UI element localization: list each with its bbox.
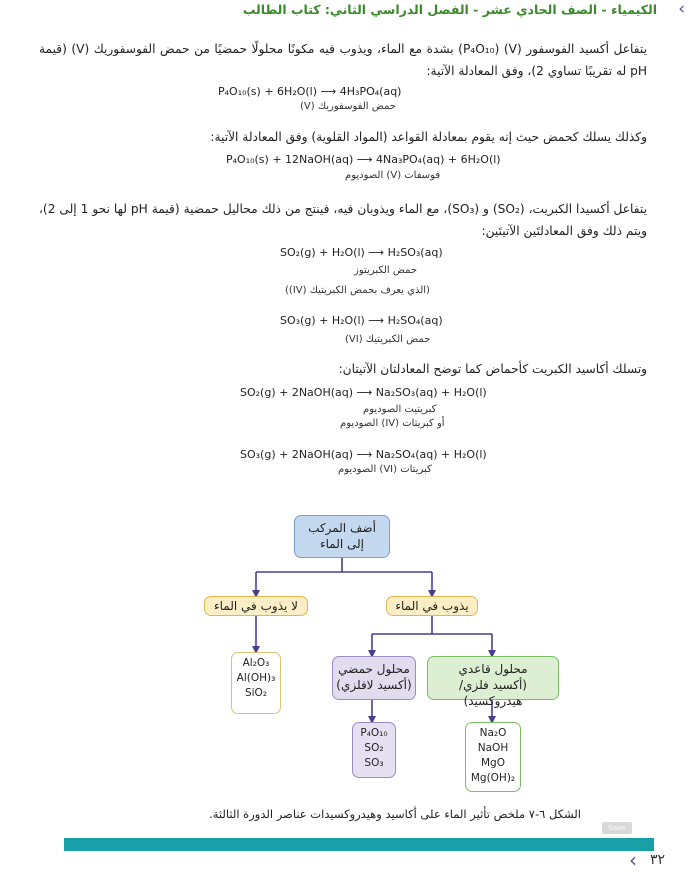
basic-solution-box: [427, 656, 559, 708]
acidic-line-1: محلول حمضي: [338, 662, 410, 676]
basic-compounds-box: [465, 722, 521, 792]
equation-6: SO₃(g) + 2NaOH(aq) ⟶ Na₂SO₄(aq) + H₂O(l): [240, 448, 487, 461]
compound-so2: SO₂: [364, 742, 384, 754]
compound-aloh3: Al(OH)₃: [236, 672, 276, 684]
add-to-water-box: [294, 515, 390, 558]
compound-p4o10: P₄O₁₀: [360, 727, 388, 739]
footer-bar: [64, 838, 654, 851]
add-to-water-line-2: إلى الماء: [319, 537, 365, 551]
compound-naoh: NaOH: [477, 742, 509, 754]
compound-mgoh2: Mg(OH)₂: [470, 772, 516, 784]
compound-al2o3: Al₂O₃: [242, 657, 270, 669]
page-number: ٣٢: [649, 852, 665, 868]
soluble-box: [386, 596, 478, 616]
acidic-compounds-box: [352, 722, 396, 778]
equation-5-label-1: كبريتيت الصوديوم: [363, 404, 437, 415]
insoluble-label: لا يذوب في الماء: [214, 599, 298, 613]
paragraph-acid-behaviour: وكذلك يسلك كحمض حيث إنه يقوم بمعادلة القواعد (المواد القلوية) وفق المعادلة الآتية:: [210, 130, 647, 144]
insoluble-box: [204, 596, 308, 616]
equation-1: P₄O₁₀(s) + 6H₂O(l) ⟶ 4H₃PO₄(aq): [218, 85, 402, 98]
basic-line-2: (أكسيد فلزي/ هيدروكسيد): [459, 678, 527, 708]
equation-2-label: فوسفات (V) الصوديوم: [345, 170, 441, 181]
header-title: الكيمياء - الصف الحادي عشر - الفصل الدراسي الثاني: كتاب الطالب: [242, 2, 657, 17]
equation-4: SO₃(g) + H₂O(l) ⟶ H₂SO₄(aq): [280, 314, 443, 327]
acidic-line-2: (أكسيد لافلزي): [336, 678, 412, 692]
basic-line-1: محلول قاعدي: [458, 662, 528, 676]
figure-caption: الشكل ٦-٧ ملخص تأثير الماء على أكاسيد وهيدروكسيدات عناصر الدورة الثالثة.: [209, 807, 581, 821]
equation-4-label: حمض الكبريتيك (VI): [345, 334, 431, 345]
compound-sio2: SiO₂: [244, 687, 268, 699]
equation-5-label-2: أو كبريتات (IV) الصوديوم: [340, 418, 445, 429]
compound-so3: SO₃: [364, 757, 384, 769]
chevron-left-icon[interactable]: ‹: [678, 0, 685, 19]
equation-3-label-2: (الذي يعرف بحمض الكبريتيك (IV)): [285, 285, 430, 296]
save-button[interactable]: Save: [602, 822, 632, 834]
insoluble-compounds-box: [231, 652, 281, 714]
equation-3: SO₂(g) + H₂O(l) ⟶ H₂SO₃(aq): [280, 246, 443, 259]
equation-6-label: كبريتات (VI) الصوديوم: [338, 464, 432, 475]
equation-2: P₄O₁₀(s) + 12NaOH(aq) ⟶ 4Na₃PO₄(aq) + 6H₂O(l): [226, 153, 501, 166]
acidic-solution-box: [332, 656, 416, 700]
add-to-water-line-1: أضف المركب: [308, 521, 376, 535]
paragraph-phosphorus-oxide: يتفاعل أكسيد الفوسفور (V) (P₄O₁₀) بشدة مع الماء، ويذوب فيه مكونًا محلولًا حمضيًا من حمض الفوسفوريك (V) (قيمة pH له تقريبًا تساوي 2)، وفق المعادلة الآتية:: [39, 42, 647, 78]
equation-1-label: حمض الفوسفوريك (V): [300, 101, 396, 112]
paragraph-sulfur-oxides: يتفاعل أكسيدا الكبريت، (SO₂) و (SO₃)، مع الماء ويذوبان فيه، فينتج من ذلك محاليل حمضية (قيمة pH لها نحو 1 إلى 2)، ويتم ذلك وفق المعادلتَين الآتيتَين:: [39, 202, 647, 238]
soluble-label: يذوب في الماء: [395, 599, 469, 613]
compound-na2o: Na₂O: [479, 727, 507, 739]
paragraph-sulfur-acid-behaviour: وتسلك أكاسيد الكبريت كأحماض كما توضح المعادلتان الآتيتان:: [338, 362, 647, 376]
equation-5: SO₂(g) + 2NaOH(aq) ⟶ Na₂SO₃(aq) + H₂O(l): [240, 386, 487, 399]
compound-mgo: MgO: [481, 757, 505, 769]
chevron-left-icon[interactable]: ‹: [629, 848, 637, 872]
equation-3-label-1: حمض الكبريتوز: [354, 265, 418, 276]
